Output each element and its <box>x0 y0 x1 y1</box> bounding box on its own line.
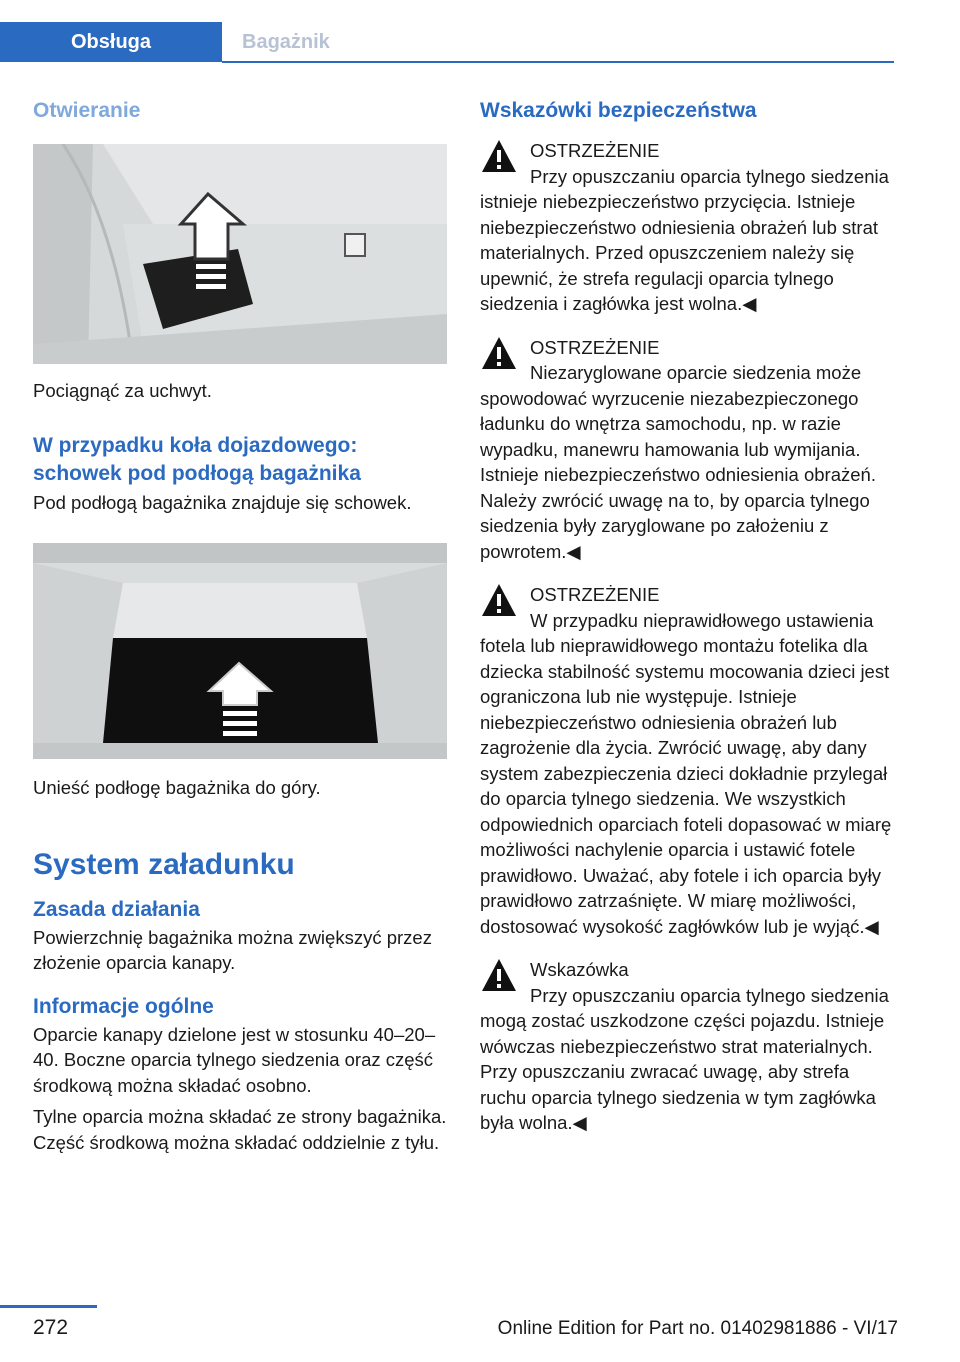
heading-open: Otwieranie <box>33 99 141 122</box>
warning-1-title: OSTRZEŻENIE <box>530 140 660 161</box>
warning-1 <box>480 138 896 317</box>
warning-3 <box>480 582 896 939</box>
heading-principle: Zasada działania <box>33 897 200 921</box>
text-general-2: Tylne oparcia można składać ze strony bagażnika. Część środkową można składać oddzielnie z tyłu. <box>33 1106 447 1153</box>
warning-3-title: OSTRZEŻENIE <box>530 584 660 605</box>
text-general-1: Oparcie kanapy dzielone jest w stosunku 40–20–40. Boczne oparcia tylnego siedzenia oraz część środkową można składać osobno. <box>33 1023 436 1096</box>
footer-rule <box>0 1305 97 1308</box>
warning-triangle-icon <box>480 335 518 371</box>
caption-handle: Pociągnąć za uchwyt. <box>33 380 212 401</box>
text-principle: Powierzchnię bagażnika można zwiększyć przez złożenie oparcia kanapy. <box>33 926 432 973</box>
warning-2-text: Niezaryglowane oparcie siedzenia może spowodować wyrzucenie niezabezpieczonego ładunku do wnętrza samochodu, np. w razie wypadku, manewru hamowania lub wymijania. Istnieje niebezpieczeństwo odniesienia obrażeń. Należy zwrócić uwagę na to, by oparcia tylnego siedzenia były zaryglowane po założeniu z powrotem.◀ <box>480 362 876 562</box>
edition-note: Online Edition for Part no. 01402981886 - VI/17 <box>497 1318 898 1339</box>
section-title: System załadunku <box>33 847 295 881</box>
figure-handle <box>33 144 447 364</box>
warning-1-text: Przy opuszczaniu oparcia tylnego siedzenia istnieje niebezpieczeństwo przycięcia. Istnieje niebezpieczeństwo odniesienia obrażeń lub strat materialnych. Przed opuszczeniem należy się upewnić, że strefa regulacji oparcia tylnego siedzenia i zagłówka jest wolna.◀ <box>480 165 889 314</box>
warning-triangle-icon <box>480 138 518 174</box>
heading-spare-wheel <box>33 432 449 488</box>
heading-spare-line1: W przypadku koła dojazdowego: <box>33 433 358 457</box>
warning-2 <box>480 335 896 565</box>
warning-4 <box>480 957 896 1136</box>
text-spare: Pod podłogą bagażnika znajduje się schowek. <box>33 491 412 513</box>
warning-4-text: Przy opuszczaniu oparcia tylnego siedzenia mogą zostać uszkodzone części pojazdu. Istnieje wówczas niebezpieczeństwo strat materialnych. Przy opuszczaniu zwracać uwagę, aby strefa ruchu oparcia tylnego siedzenia w tym zagłówka była wolna.◀ <box>480 984 889 1133</box>
warning-2-title: OSTRZEŻENIE <box>530 336 660 358</box>
right-column <box>480 96 896 1136</box>
trunk-handle-illustration <box>33 144 447 364</box>
warning-triangle-icon <box>480 957 518 993</box>
caption-floor: Unieść podłogę bagażnika do góry. <box>33 777 321 798</box>
header-underline <box>222 61 894 63</box>
page-number: 272 <box>33 1316 69 1339</box>
warning-triangle-icon <box>480 582 518 618</box>
warning-3-text: W przypadku nieprawidłowego ustawienia fotela lub nieprawidłowego montażu fotelika dla dziecka stabilność systemu mocowania dzieci jest ograniczona lub nie występuje. Istnieje niebezpieczeństwo odniesienia obrażeń lub zagrożenie dla życia. Zwrócić uwagę, aby dany system zabezpieczenia dzieci dokładnie przylegał do oparcia tylnego siedzenia. We wszystkich odpowiednich oparciach foteli dopasować w miarę możliwości nachylenie oparcia i ustawić fotele prawidłowo. Uważać, aby fotele i ich oparcia były prawidłowo zatrzaśnięte. W miarę możliwości, dostosować wysokość zagłówków lub je wyjąć.◀ <box>480 609 892 937</box>
warning-4-title: Wskazówka <box>530 959 629 980</box>
tab-bagaznik: Bagażnik <box>222 22 894 62</box>
left-column <box>33 96 449 1155</box>
tab-obsluga: Obsługa <box>0 22 222 62</box>
trunk-floor-illustration <box>33 543 447 759</box>
heading-spare-line2: schowek pod podłogą bagażnika <box>33 461 361 485</box>
heading-general: Informacje ogólne <box>33 994 214 1018</box>
heading-safety: Wskazówki bezpieczeństwa <box>480 99 757 122</box>
figure-floor <box>33 543 447 759</box>
header-tabs <box>0 22 894 62</box>
